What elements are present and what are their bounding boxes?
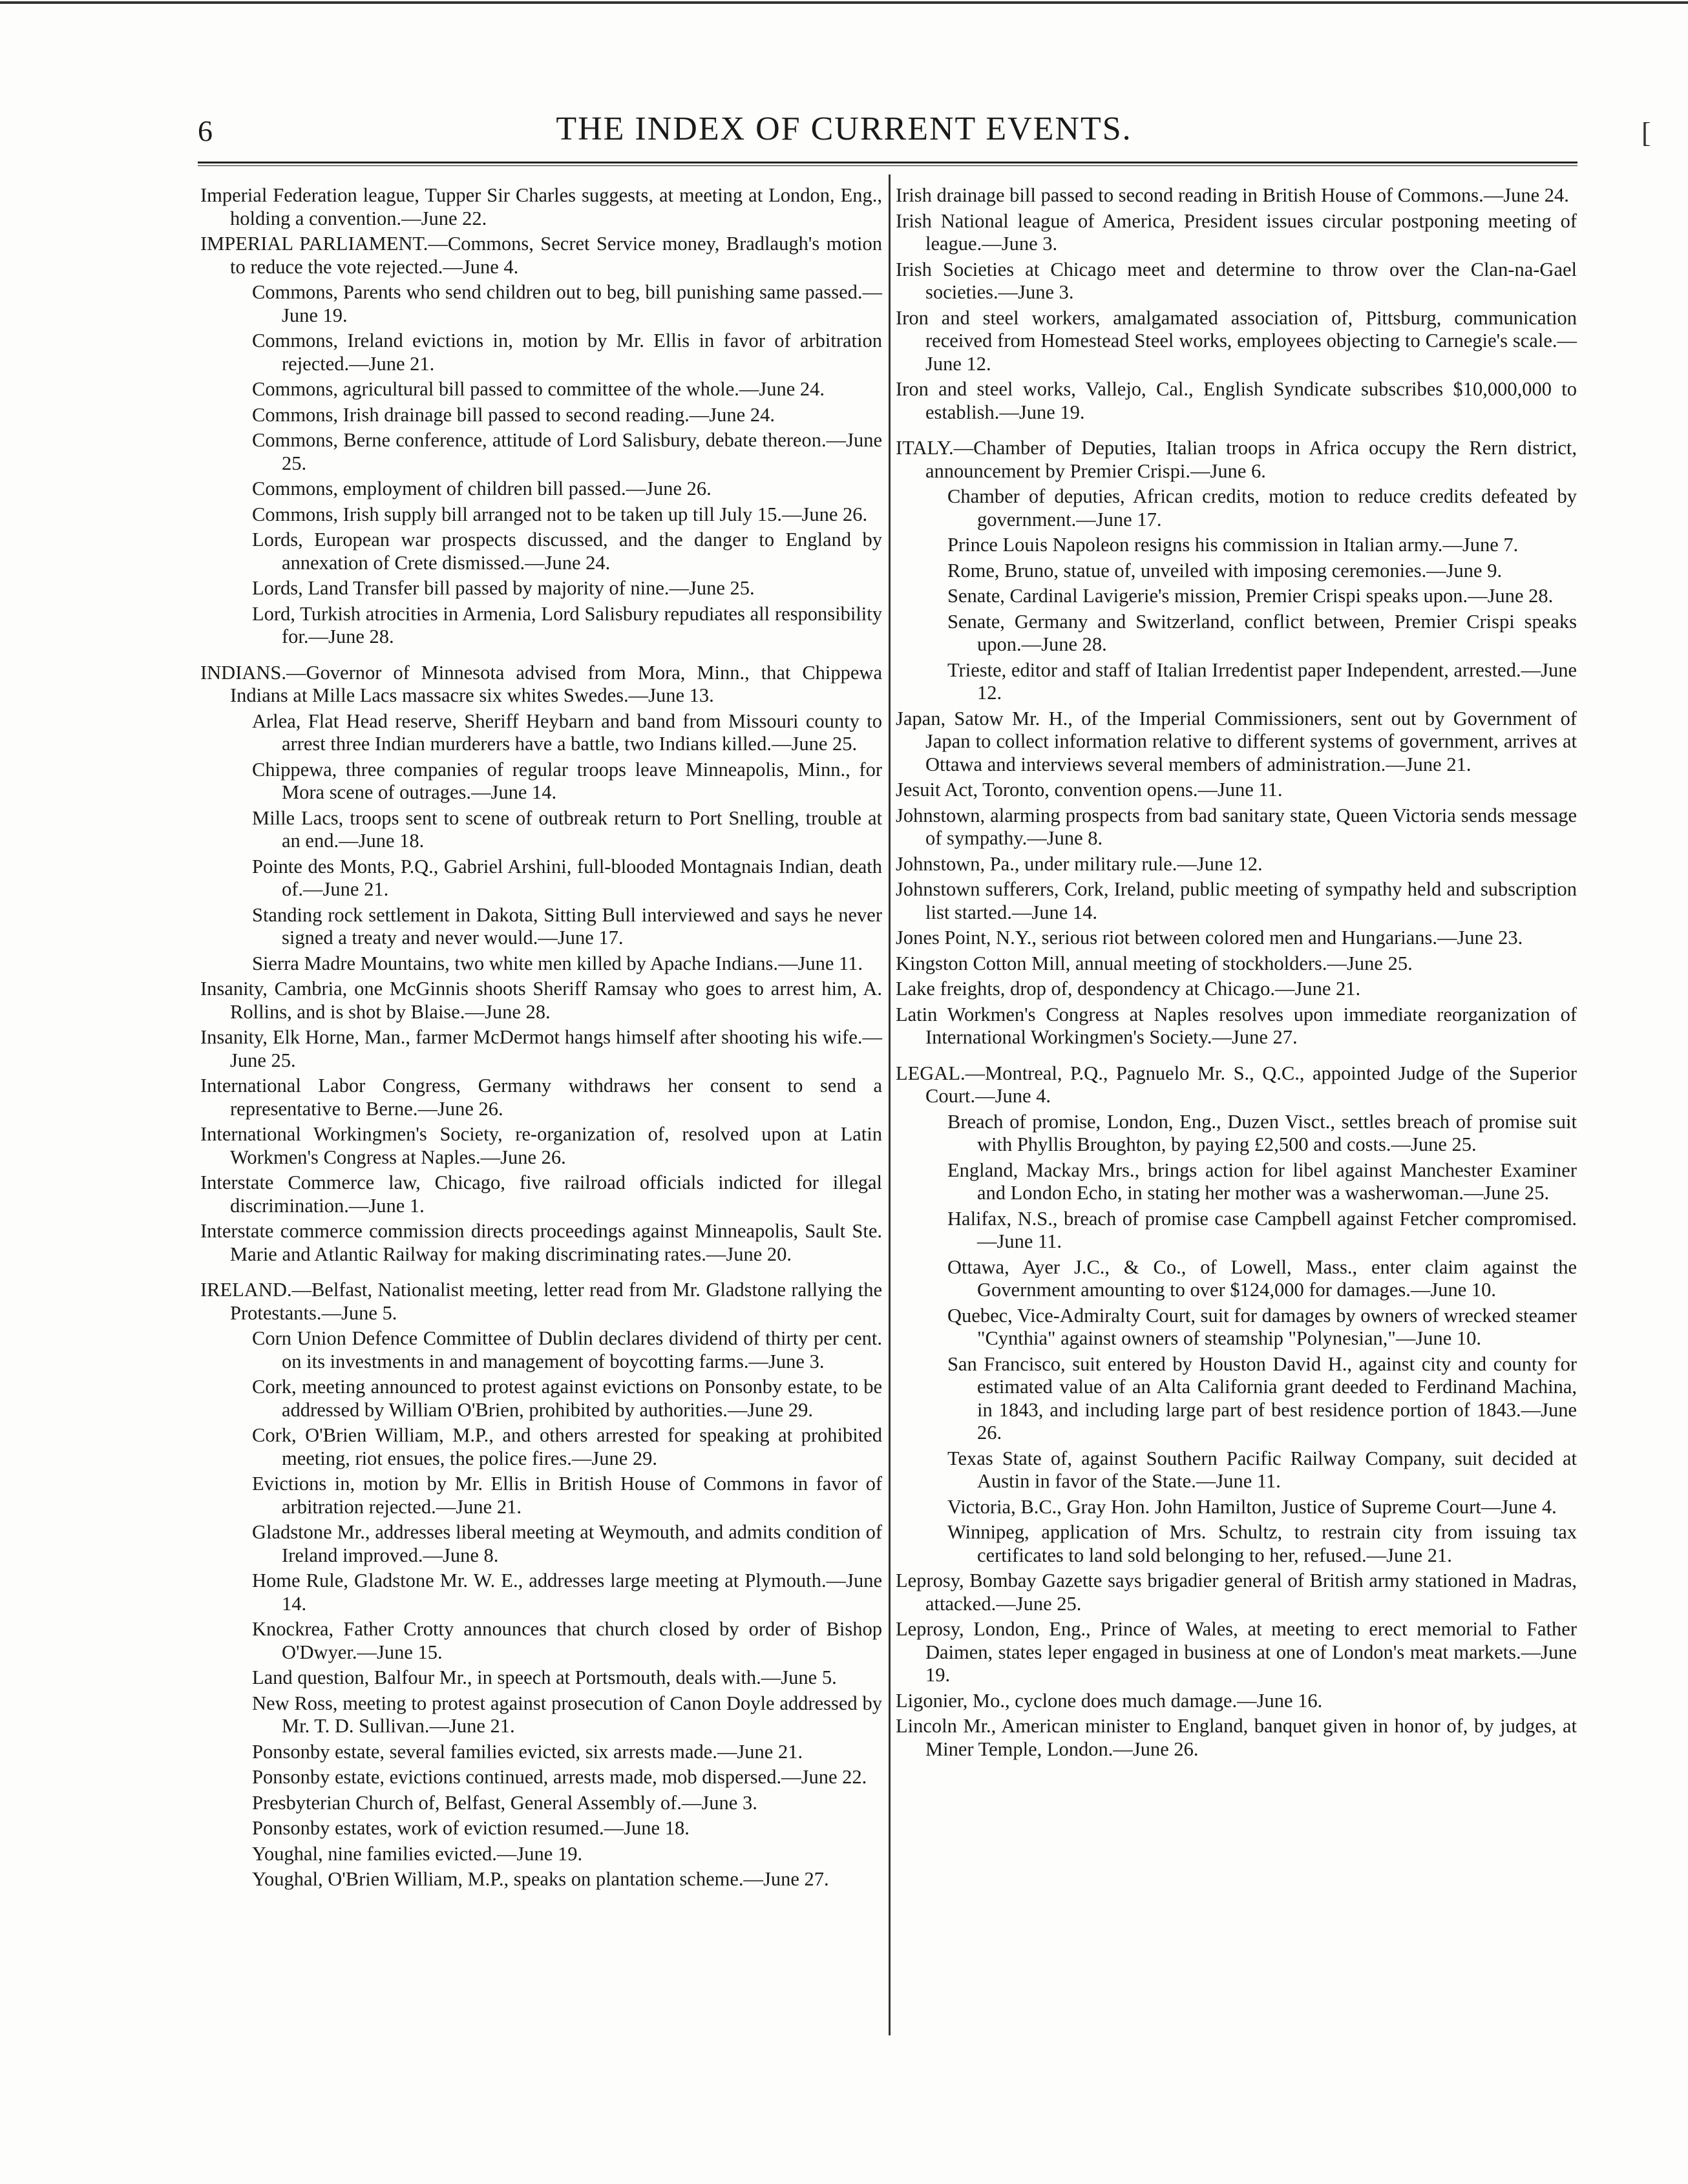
index-entry: IRELAND.—Belfast, Nationalist meeting, letter read from Mr. Gladstone rallying the Protestants.—June 5. [200,1279,882,1324]
index-subentry: Ponsonby estate, several families evicted, six arrests made.—June 21. [252,1740,803,1763]
index-subentry: Knockrea, Father Crotty announces that church closed by order of Bishop O'Dwyer.—June 15. [252,1618,882,1663]
index-subentry: Winnipeg, application of Mrs. Schultz, to restrain city from issuing tax certificates to land sold belonging to her, refused.—June 21. [947,1521,1577,1566]
index-subentry: San Francisco, suit entered by Houston David H., against city and county for estimated value of an Alta California grant deeded to Ferdinand Machina, in 1843, and including large part of best residence portion of 1843.—June 26. [947,1352,1577,1444]
index-subentry: Youghal, O'Brien William, M.P., speaks on plantation scheme.—June 27. [252,1868,829,1890]
index-subentry: Commons, Parents who send children out to beg, bill punishing same passed.—June 19. [252,281,882,326]
index-subentry: Sierra Madre Mountains, two white men killed by Apache Indians.—June 11. [252,952,863,974]
index-entry: Iron and steel works, Vallejo, Cal., English Syndicate subscribes $10,000,000 to establish.—June 19. [896,378,1577,423]
index-subentry: Pointe des Monts, P.Q., Gabriel Arshini, full-blooded Montagnais Indian, death of.—June 21. [252,855,882,900]
index-subentry: England, Mackay Mrs., brings action for libel against Manchester Examiner and London Echo, in stating her mother was a washerwoman.—June 25. [947,1159,1577,1204]
index-entry: Interstate commerce commission directs proceedings against Minneapolis, Sault Ste. Marie and Atlantic Railway for making discriminating rates.—June 20. [200,1220,882,1265]
index-subentry: Commons, Irish supply bill arranged not to be taken up till July 15.—June 26. [252,503,868,525]
index-subentry: Victoria, B.C., Gray Hon. John Hamilton, Justice of Supreme Court—June 4. [947,1495,1557,1518]
column-divider [889,174,891,2035]
index-subentry: Arlea, Flat Head reserve, Sheriff Heybarn and band from Missouri county to arrest three Indian murderers have a battle, two Indians killed.—June 25. [252,709,882,755]
index-subentry: Ottawa, Ayer J.C., & Co., of Lowell, Mass., enter claim against the Government amounting to over $124,000 for damages.—June 10. [947,1255,1577,1301]
index-subentry: Chippewa, three companies of regular troops leave Minneapolis, Minn., for Mora scene of outrages.—June 14. [252,758,882,803]
index-entry: Latin Workmen's Congress at Naples resolves upon immediate reorganization of International Workingmen's Society.—June 27. [896,1003,1577,1048]
index-entry: Kingston Cotton Mill, annual meeting of stockholders.—June 25. [896,952,1413,974]
index-subentry: Gladstone Mr., addresses liberal meeting at Weymouth, and admits condition of Ireland improved.—June 8. [252,1521,882,1566]
index-subentry: Lords, European war prospects discussed, and the danger to England by annexation of Crete dismissed.—June 24. [252,529,882,574]
index-subentry: Lord, Turkish atrocities in Armenia, Lord Salisbury repudiates all responsibility for.—June 28. [252,602,882,647]
index-subentry: Quebec, Vice-Admiralty Court, suit for damages by owners of wrecked steamer "Cynthia" against owners of steamship "Polynesian,"—June 10. [947,1304,1577,1349]
index-entry: Leprosy, Bombay Gazette says brigadier general of British army stationed in Madras, attacked.—June 25. [896,1570,1577,1615]
index-entry: Interstate Commerce law, Chicago, five railroad officials indicted for illegal discrimination.—June 1. [200,1171,882,1217]
index-subentry: Senate, Germany and Switzerland, conflict between, Premier Crispi speaks upon.—June 28. [947,610,1577,655]
index-entry: Irish drainage bill passed to second reading in British House of Commons.—June 24. [896,184,1569,206]
index-entry: Jesuit Act, Toronto, convention opens.—June 11. [896,779,1283,801]
index-entry: Johnstown sufferers, Cork, Ireland, public meeting of sympathy held and subscription list started.—June 14. [896,878,1577,923]
index-entry: International Labor Congress, Germany withdraws her consent to send a representative to Berne.—June 26. [200,1075,882,1120]
index-entry: Lake freights, drop of, despondency at Chicago.—June 21. [896,978,1361,1000]
index-subentry: Commons, Ireland evictions in, motion by Mr. Ellis in favor of arbitration rejected.—June 21. [252,330,882,375]
index-entry: Leprosy, London, Eng., Prince of Wales, at meeting to erect memorial to Father Daimen, states leper engaged in business at one of London's meat markets.—June 19. [896,1618,1577,1686]
index-subentry: Home Rule, Gladstone Mr. W. E., addresses large meeting at Plymouth.—June 14. [252,1570,882,1615]
index-entry: Iron and steel workers, amalgamated association of, Pittsburg, communication received from Homestead Steel works, employees objecting to Carnegie's scale.—June 12. [896,306,1577,375]
margin-bracket-mark: [ [1641,117,1651,149]
index-subentry: Standing rock settlement in Dakota, Sitting Bull interviewed and says he never signed a treaty and never would.—June 17. [252,903,882,949]
index-subentry: Breach of promise, London, Eng., Duzen Visct., settles breach of promise suit with Phyllis Broughton, by paying £2,500 and costs.—June 25. [947,1110,1577,1155]
index-subentry: Texas State of, against Southern Pacific Railway Company, suit decided at Austin in favor of the State.—June 11. [947,1447,1577,1492]
index-entry: International Workingmen's Society, re-organization of, resolved upon at Latin Workmen's Congress at Naples.—June 26. [200,1123,882,1168]
index-subentry: Commons, Berne conference, attitude of Lord Salisbury, debate thereon.—June 25. [252,429,882,474]
index-subentry: Cork, O'Brien William, M.P., and others arrested for speaking at prohibited meeting, riot ensues, the police fires.—June 29. [252,1424,882,1469]
index-subentry: New Ross, meeting to protest against prosecution of Canon Doyle addressed by Mr. T. D. Sullivan.—June 21. [252,1692,882,1737]
index-entry: Jones Point, N.Y., serious riot between colored men and Hungarians.—June 23. [896,927,1523,949]
index-entry: IMPERIAL PARLIAMENT.—Commons, Secret Service money, Bradlaugh's motion to reduce the vote rejected.—June 4. [200,233,882,278]
index-entry: Johnstown, Pa., under military rule.—June 12. [896,852,1263,875]
index-subentry: Commons, agricultural bill passed to committee of the whole.—June 24. [252,378,825,400]
index-entry: Insanity, Elk Horne, Man., farmer McDermot hangs himself after shooting his wife.—June 25. [200,1026,882,1071]
index-entry: Lincoln Mr., American minister to England, banquet given in honor of, by judges, at Miner Temple, London.—June 26. [896,1715,1577,1760]
index-subentry: Corn Union Defence Committee of Dublin declares dividend of thirty per cent. on its investments in and management of boycotting farms.—June 3. [252,1327,882,1372]
index-entry: Japan, Satow Mr. H., of the Imperial Commissioners, sent out by Government of Japan to collect information relative to different systems of government, arrives at Ottawa and interviews several members of administration.—June 21. [896,707,1577,775]
index-subentry: Commons, employment of children bill passed.—June 26. [252,478,712,499]
running-head: THE INDEX OF CURRENT EVENTS. [556,110,1132,147]
index-subentry: Presbyterian Church of, Belfast, General Assembly of.—June 3. [252,1791,757,1814]
index-subentry: Senate, Cardinal Lavigerie's mission, Premier Crispi speaks upon.—June 28. [947,585,1554,607]
index-subentry: Cork, meeting announced to protest against evictions on Ponsonby estate, to be addressed by William O'Brien, prohibited by authorities.—June 29. [252,1376,882,1421]
index-entry: LEGAL.—Montreal, P.Q., Pagnuelo Mr. S., Q.C., appointed Judge of the Superior Court.—June 4. [896,1062,1577,1107]
index-entry: Irish National league of America, President issues circular postponing meeting of league.—June 3. [896,209,1577,255]
index-subentry: Chamber of deputies, African credits, motion to reduce credits defeated by government.—June 17. [947,485,1577,530]
index-subentry: Rome, Bruno, statue of, unveiled with imposing ceremonies.—June 9. [947,559,1503,582]
right-column [896,184,1577,1763]
index-entry: Insanity, Cambria, one McGinnis shoots Sheriff Ramsay who goes to arrest him, A. Rollins, and is shot by Blaise.—June 28. [200,978,882,1023]
index-entry: ITALY.—Chamber of Deputies, Italian troops in Africa occupy the Rern district, announcement by Premier Crispi.—June 6. [896,437,1577,482]
index-subentry: Trieste, editor and staff of Italian Irredentist paper Independent, arrested.—June 12. [947,658,1577,704]
header-rule [198,162,1577,166]
index-subentry: Halifax, N.S., breach of promise case Campbell against Fetcher compromised.—June 11. [947,1207,1577,1252]
index-entry: INDIANS.—Governor of Minnesota advised from Mora, Minn., that Chippewa Indians at Mille Lacs massacre six whites Swedes.—June 13. [200,661,882,706]
top-edge-rule [0,1,1688,4]
index-subentry: Land question, Balfour Mr., in speech at Portsmouth, deals with.—June 5. [252,1666,837,1688]
index-subentry: Prince Louis Napoleon resigns his commission in Italian army.—June 7. [947,534,1519,556]
index-subentry: Youghal, nine families evicted.—June 19. [252,1842,583,1865]
index-entry: Imperial Federation league, Tupper Sir Charles suggests, at meeting at London, Eng., holding a convention.—June 22. [200,184,882,229]
index-entry: Ligonier, Mo., cyclone does much damage.—June 16. [896,1689,1323,1712]
index-entry: Johnstown, alarming prospects from bad sanitary state, Queen Victoria sends message of sympathy.—June 8. [896,804,1577,849]
index-subentry: Mille Lacs, troops sent to scene of outbreak return to Port Snelling, trouble at an end.—June 18. [252,806,882,852]
index-subentry: Ponsonby estates, work of eviction resumed.—June 18. [252,1817,690,1839]
index-subentry: Lords, Land Transfer bill passed by majority of nine.—June 25. [252,577,755,599]
left-column [200,184,882,1894]
index-subentry: Commons, Irish drainage bill passed to second reading.—June 24. [252,403,775,426]
index-entry: Irish Societies at Chicago meet and determine to throw over the Clan-na-Gael societies.—June 3. [896,258,1577,303]
page-number: 6 [198,114,213,147]
index-subentry: Ponsonby estate, evictions continued, arrests made, mob dispersed.—June 22. [252,1766,867,1788]
index-subentry: Evictions in, motion by Mr. Ellis in British House of Commons in favor of arbitration rejected.—June 21. [252,1473,882,1518]
